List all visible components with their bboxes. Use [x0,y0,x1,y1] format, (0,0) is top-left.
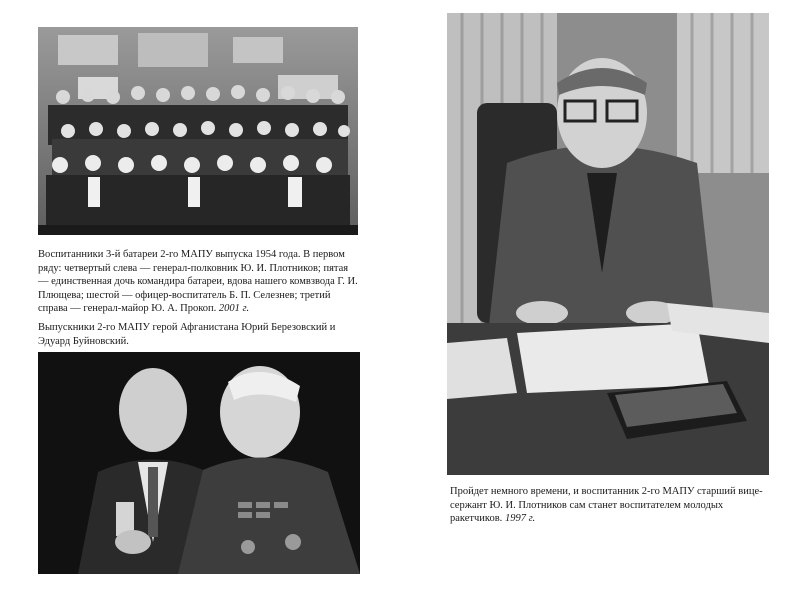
group-photo-caption [38,248,360,316]
duo-photo-caption [38,321,360,348]
group-photo [38,27,358,235]
portrait-photo-caption-year: 1997 г. [504,513,536,524]
portrait-photo-caption [450,485,770,526]
duo-photo [38,352,360,574]
portrait-photo-caption-text: Пройдет немного времени, и воспитанник 2-го МАПУ старший вице-сержант Ю. И. Плотников сам станет воспитателем молодых ракетчиков. [450,486,763,524]
group-photo-caption-year: 2001 г. [218,303,250,314]
group-photo-caption-text: Воспитанники 3-й батареи 2-го МАПУ выпуска 1954 года. В первом ряду: четвертый слева — генерал-полковник Ю. И. Плотников; пятая — единственная дочь командира батареи, вдова нашего комвзвода Г. И. Плющева; шестой — офицер-воспитатель Б. П. Селезнев; третий справа — генерал-майор Ю. А. Прокоп. [38,249,358,314]
portrait-photo [447,13,769,475]
duo-photo-caption-text: Выпускники 2-го МАПУ герой Афганистана Юрий Березовский и Эдуард Буйновский. [38,322,336,347]
